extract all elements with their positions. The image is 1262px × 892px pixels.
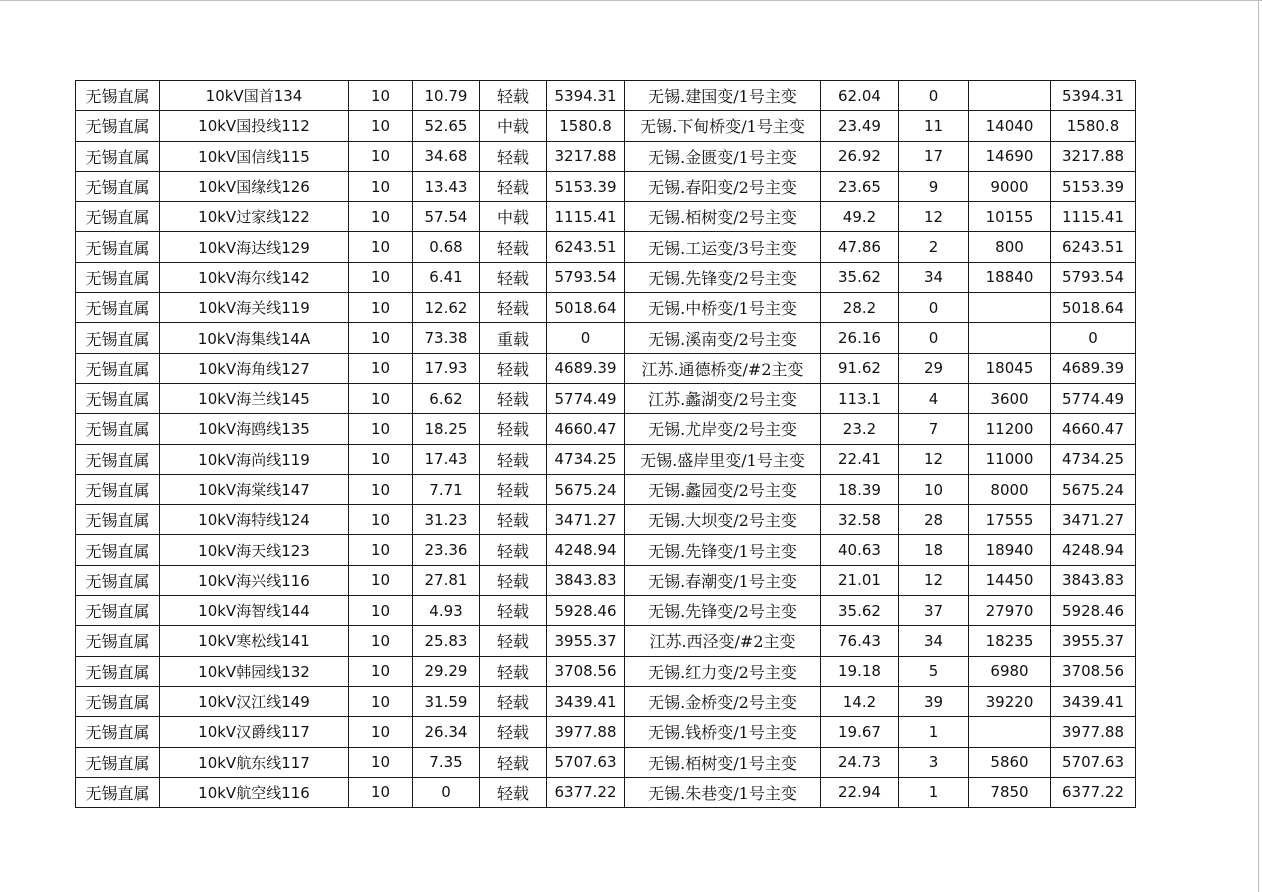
feeder-load-table: [75, 80, 1136, 808]
substation-transformer-cell: 无锡.栢树变/1号主变: [625, 747, 821, 777]
capacity-cell: [969, 293, 1051, 323]
table-row: [76, 262, 1136, 292]
available-capacity-cell: 5394.31: [547, 81, 625, 111]
capacity-cell: [969, 717, 1051, 747]
count-cell: 12: [899, 444, 969, 474]
substation-transformer-cell: 无锡.盛岸里变/1号主变: [625, 444, 821, 474]
capacity-cell: 8000: [969, 474, 1051, 504]
load-rate-cell: 29.29: [413, 656, 480, 686]
region-cell: 无锡直属: [76, 353, 160, 383]
capacity-cell: 3600: [969, 383, 1051, 413]
voltage-cell: 10: [349, 141, 413, 171]
load-level-cell: 轻载: [480, 414, 547, 444]
count-cell: 5: [899, 656, 969, 686]
region-cell: 无锡直属: [76, 414, 160, 444]
capacity-cell: [969, 323, 1051, 353]
substation-transformer-cell: 无锡.溪南变/2号主变: [625, 323, 821, 353]
remaining-capacity-cell: 4248.94: [1051, 535, 1136, 565]
table-row: [76, 293, 1136, 323]
voltage-cell: 10: [349, 293, 413, 323]
remaining-capacity-cell: 4689.39: [1051, 353, 1136, 383]
region-cell: 无锡直属: [76, 505, 160, 535]
available-capacity-cell: 5928.46: [547, 596, 625, 626]
load-rate-cell: 0: [413, 777, 480, 807]
feeder-name-cell: 10kV韩园线132: [160, 656, 349, 686]
substation-transformer-cell: 江苏.通德桥变/#2主变: [625, 353, 821, 383]
region-cell: 无锡直属: [76, 565, 160, 595]
substation-transformer-cell: 无锡.春潮变/1号主变: [625, 565, 821, 595]
remaining-capacity-cell: 5793.54: [1051, 262, 1136, 292]
substation-transformer-cell: 无锡.钱桥变/1号主变: [625, 717, 821, 747]
region-cell: 无锡直属: [76, 262, 160, 292]
region-cell: 无锡直属: [76, 717, 160, 747]
load-level-cell: 轻载: [480, 353, 547, 383]
capacity-cell: 18940: [969, 535, 1051, 565]
feeder-name-cell: 10kV汉江线149: [160, 686, 349, 716]
transformer-load-rate-cell: 22.41: [821, 444, 899, 474]
remaining-capacity-cell: 1580.8: [1051, 111, 1136, 141]
substation-transformer-cell: 无锡.中桥变/1号主变: [625, 293, 821, 323]
count-cell: 7: [899, 414, 969, 444]
transformer-load-rate-cell: 40.63: [821, 535, 899, 565]
transformer-load-rate-cell: 91.62: [821, 353, 899, 383]
capacity-cell: 18045: [969, 353, 1051, 383]
table-row: [76, 717, 1136, 747]
load-level-cell: 重载: [480, 323, 547, 353]
voltage-cell: 10: [349, 565, 413, 595]
feeder-name-cell: 10kV海集线14A: [160, 323, 349, 353]
load-level-cell: 轻载: [480, 171, 547, 201]
page-top-border: [0, 0, 1262, 1]
table-row: [76, 565, 1136, 595]
voltage-cell: 10: [349, 383, 413, 413]
capacity-cell: 6980: [969, 656, 1051, 686]
transformer-load-rate-cell: 35.62: [821, 262, 899, 292]
available-capacity-cell: 4689.39: [547, 353, 625, 383]
load-level-cell: 轻载: [480, 777, 547, 807]
substation-transformer-cell: 无锡.尤岸变/2号主变: [625, 414, 821, 444]
transformer-load-rate-cell: 14.2: [821, 686, 899, 716]
load-level-cell: 中载: [480, 111, 547, 141]
feeder-name-cell: 10kV海鸥线135: [160, 414, 349, 444]
count-cell: 12: [899, 202, 969, 232]
capacity-cell: 17555: [969, 505, 1051, 535]
substation-transformer-cell: 无锡.先锋变/2号主变: [625, 596, 821, 626]
feeder-name-cell: 10kV寒松线141: [160, 626, 349, 656]
count-cell: 4: [899, 383, 969, 413]
table-row: [76, 444, 1136, 474]
transformer-load-rate-cell: 26.16: [821, 323, 899, 353]
load-level-cell: 轻载: [480, 686, 547, 716]
feeder-name-cell: 10kV海达线129: [160, 232, 349, 262]
feeder-name-cell: 10kV国信线115: [160, 141, 349, 171]
substation-transformer-cell: 无锡.建国变/1号主变: [625, 81, 821, 111]
available-capacity-cell: 5793.54: [547, 262, 625, 292]
feeder-name-cell: 10kV海天线123: [160, 535, 349, 565]
region-cell: 无锡直属: [76, 232, 160, 262]
region-cell: 无锡直属: [76, 111, 160, 141]
table-row: [76, 686, 1136, 716]
voltage-cell: 10: [349, 535, 413, 565]
capacity-cell: 39220: [969, 686, 1051, 716]
voltage-cell: 10: [349, 81, 413, 111]
substation-transformer-cell: 无锡.金桥变/2号主变: [625, 686, 821, 716]
region-cell: 无锡直属: [76, 596, 160, 626]
count-cell: 28: [899, 505, 969, 535]
table-row: [76, 414, 1136, 444]
remaining-capacity-cell: 6243.51: [1051, 232, 1136, 262]
feeder-name-cell: 10kV过家线122: [160, 202, 349, 232]
table-row: [76, 777, 1136, 807]
substation-transformer-cell: 无锡.春阳变/2号主变: [625, 171, 821, 201]
load-level-cell: 轻载: [480, 262, 547, 292]
capacity-cell: [969, 81, 1051, 111]
feeder-name-cell: 10kV海智线144: [160, 596, 349, 626]
transformer-load-rate-cell: 22.94: [821, 777, 899, 807]
load-rate-cell: 7.35: [413, 747, 480, 777]
substation-transformer-cell: 江苏.蠡湖变/2号主变: [625, 383, 821, 413]
feeder-name-cell: 10kV海兴线116: [160, 565, 349, 595]
remaining-capacity-cell: 3471.27: [1051, 505, 1136, 535]
feeder-name-cell: 10kV海关线119: [160, 293, 349, 323]
transformer-load-rate-cell: 49.2: [821, 202, 899, 232]
remaining-capacity-cell: 5153.39: [1051, 171, 1136, 201]
transformer-load-rate-cell: 47.86: [821, 232, 899, 262]
region-cell: 无锡直属: [76, 626, 160, 656]
voltage-cell: 10: [349, 717, 413, 747]
load-level-cell: 轻载: [480, 293, 547, 323]
available-capacity-cell: 4248.94: [547, 535, 625, 565]
table-row: [76, 111, 1136, 141]
available-capacity-cell: 3471.27: [547, 505, 625, 535]
remaining-capacity-cell: 0: [1051, 323, 1136, 353]
available-capacity-cell: 4734.25: [547, 444, 625, 474]
region-cell: 无锡直属: [76, 323, 160, 353]
table-body: [76, 81, 1136, 808]
available-capacity-cell: 3977.88: [547, 717, 625, 747]
remaining-capacity-cell: 5018.64: [1051, 293, 1136, 323]
available-capacity-cell: 6243.51: [547, 232, 625, 262]
region-cell: 无锡直属: [76, 444, 160, 474]
load-level-cell: 轻载: [480, 747, 547, 777]
feeder-name-cell: 10kV海尔线142: [160, 262, 349, 292]
table-row: [76, 656, 1136, 686]
load-level-cell: 轻载: [480, 656, 547, 686]
feeder-name-cell: 10kV国首134: [160, 81, 349, 111]
voltage-cell: 10: [349, 626, 413, 656]
load-rate-cell: 10.79: [413, 81, 480, 111]
transformer-load-rate-cell: 62.04: [821, 81, 899, 111]
region-cell: 无锡直属: [76, 293, 160, 323]
region-cell: 无锡直属: [76, 383, 160, 413]
available-capacity-cell: 4660.47: [547, 414, 625, 444]
substation-transformer-cell: 江苏.西泾变/#2主变: [625, 626, 821, 656]
substation-transformer-cell: 无锡.红力变/2号主变: [625, 656, 821, 686]
table-row: [76, 232, 1136, 262]
available-capacity-cell: 5774.49: [547, 383, 625, 413]
load-level-cell: 中载: [480, 202, 547, 232]
table-row: [76, 141, 1136, 171]
voltage-cell: 10: [349, 747, 413, 777]
region-cell: 无锡直属: [76, 474, 160, 504]
count-cell: 34: [899, 626, 969, 656]
load-level-cell: 轻载: [480, 383, 547, 413]
count-cell: 1: [899, 777, 969, 807]
voltage-cell: 10: [349, 323, 413, 353]
count-cell: 0: [899, 323, 969, 353]
capacity-cell: 14690: [969, 141, 1051, 171]
load-rate-cell: 12.62: [413, 293, 480, 323]
load-rate-cell: 13.43: [413, 171, 480, 201]
load-level-cell: 轻载: [480, 565, 547, 595]
region-cell: 无锡直属: [76, 535, 160, 565]
table-row: [76, 596, 1136, 626]
transformer-load-rate-cell: 35.62: [821, 596, 899, 626]
transformer-load-rate-cell: 24.73: [821, 747, 899, 777]
available-capacity-cell: 1115.41: [547, 202, 625, 232]
capacity-cell: 5860: [969, 747, 1051, 777]
table-row: [76, 535, 1136, 565]
load-level-cell: 轻载: [480, 626, 547, 656]
region-cell: 无锡直属: [76, 202, 160, 232]
remaining-capacity-cell: 5774.49: [1051, 383, 1136, 413]
voltage-cell: 10: [349, 111, 413, 141]
count-cell: 0: [899, 81, 969, 111]
transformer-load-rate-cell: 26.92: [821, 141, 899, 171]
load-level-cell: 轻载: [480, 232, 547, 262]
table-row: [76, 323, 1136, 353]
remaining-capacity-cell: 1115.41: [1051, 202, 1136, 232]
capacity-cell: 14040: [969, 111, 1051, 141]
transformer-load-rate-cell: 21.01: [821, 565, 899, 595]
substation-transformer-cell: 无锡.栢树变/2号主变: [625, 202, 821, 232]
voltage-cell: 10: [349, 505, 413, 535]
remaining-capacity-cell: 3843.83: [1051, 565, 1136, 595]
substation-transformer-cell: 无锡.朱巷变/1号主变: [625, 777, 821, 807]
feeder-name-cell: 10kV海角线127: [160, 353, 349, 383]
load-rate-cell: 57.54: [413, 202, 480, 232]
available-capacity-cell: 3439.41: [547, 686, 625, 716]
region-cell: 无锡直属: [76, 686, 160, 716]
load-rate-cell: 31.23: [413, 505, 480, 535]
feeder-name-cell: 10kV海特线124: [160, 505, 349, 535]
remaining-capacity-cell: 5394.31: [1051, 81, 1136, 111]
capacity-cell: 18840: [969, 262, 1051, 292]
voltage-cell: 10: [349, 262, 413, 292]
table-row: [76, 171, 1136, 201]
transformer-load-rate-cell: 113.1: [821, 383, 899, 413]
available-capacity-cell: 3217.88: [547, 141, 625, 171]
transformer-load-rate-cell: 28.2: [821, 293, 899, 323]
transformer-load-rate-cell: 19.18: [821, 656, 899, 686]
capacity-cell: 27970: [969, 596, 1051, 626]
capacity-cell: 11200: [969, 414, 1051, 444]
count-cell: 29: [899, 353, 969, 383]
voltage-cell: 10: [349, 171, 413, 201]
table-row: [76, 383, 1136, 413]
available-capacity-cell: 5707.63: [547, 747, 625, 777]
substation-transformer-cell: 无锡.先锋变/2号主变: [625, 262, 821, 292]
region-cell: 无锡直属: [76, 81, 160, 111]
available-capacity-cell: 3708.56: [547, 656, 625, 686]
voltage-cell: 10: [349, 596, 413, 626]
table-row: [76, 202, 1136, 232]
table-row: [76, 81, 1136, 111]
transformer-load-rate-cell: 23.2: [821, 414, 899, 444]
remaining-capacity-cell: 6377.22: [1051, 777, 1136, 807]
available-capacity-cell: 5018.64: [547, 293, 625, 323]
feeder-name-cell: 10kV航空线116: [160, 777, 349, 807]
capacity-cell: 14450: [969, 565, 1051, 595]
load-level-cell: 轻载: [480, 474, 547, 504]
capacity-cell: 11000: [969, 444, 1051, 474]
capacity-cell: 800: [969, 232, 1051, 262]
remaining-capacity-cell: 3708.56: [1051, 656, 1136, 686]
remaining-capacity-cell: 5928.46: [1051, 596, 1136, 626]
region-cell: 无锡直属: [76, 656, 160, 686]
load-rate-cell: 73.38: [413, 323, 480, 353]
count-cell: 3: [899, 747, 969, 777]
available-capacity-cell: 3843.83: [547, 565, 625, 595]
capacity-cell: 10155: [969, 202, 1051, 232]
remaining-capacity-cell: 4660.47: [1051, 414, 1136, 444]
capacity-cell: 18235: [969, 626, 1051, 656]
substation-transformer-cell: 无锡.先锋变/1号主变: [625, 535, 821, 565]
available-capacity-cell: 3955.37: [547, 626, 625, 656]
remaining-capacity-cell: 3955.37: [1051, 626, 1136, 656]
count-cell: 12: [899, 565, 969, 595]
count-cell: 1: [899, 717, 969, 747]
substation-transformer-cell: 无锡.大坝变/2号主变: [625, 505, 821, 535]
count-cell: 17: [899, 141, 969, 171]
substation-transformer-cell: 无锡.工运变/3号主变: [625, 232, 821, 262]
count-cell: 37: [899, 596, 969, 626]
region-cell: 无锡直属: [76, 747, 160, 777]
transformer-load-rate-cell: 23.49: [821, 111, 899, 141]
load-rate-cell: 27.81: [413, 565, 480, 595]
load-rate-cell: 7.71: [413, 474, 480, 504]
region-cell: 无锡直属: [76, 777, 160, 807]
available-capacity-cell: 5153.39: [547, 171, 625, 201]
available-capacity-cell: 5675.24: [547, 474, 625, 504]
substation-transformer-cell: 无锡.蠡园变/2号主变: [625, 474, 821, 504]
load-rate-cell: 6.62: [413, 383, 480, 413]
load-level-cell: 轻载: [480, 535, 547, 565]
remaining-capacity-cell: 3217.88: [1051, 141, 1136, 171]
load-level-cell: 轻载: [480, 81, 547, 111]
transformer-load-rate-cell: 19.67: [821, 717, 899, 747]
load-rate-cell: 52.65: [413, 111, 480, 141]
remaining-capacity-cell: 4734.25: [1051, 444, 1136, 474]
count-cell: 18: [899, 535, 969, 565]
load-rate-cell: 18.25: [413, 414, 480, 444]
count-cell: 0: [899, 293, 969, 323]
load-level-cell: 轻载: [480, 596, 547, 626]
region-cell: 无锡直属: [76, 171, 160, 201]
load-rate-cell: 31.59: [413, 686, 480, 716]
remaining-capacity-cell: 3977.88: [1051, 717, 1136, 747]
remaining-capacity-cell: 5707.63: [1051, 747, 1136, 777]
load-rate-cell: 6.41: [413, 262, 480, 292]
transformer-load-rate-cell: 32.58: [821, 505, 899, 535]
remaining-capacity-cell: 3439.41: [1051, 686, 1136, 716]
feeder-name-cell: 10kV国投线112: [160, 111, 349, 141]
substation-transformer-cell: 无锡.下甸桥变/1号主变: [625, 111, 821, 141]
voltage-cell: 10: [349, 686, 413, 716]
load-rate-cell: 17.43: [413, 444, 480, 474]
voltage-cell: 10: [349, 777, 413, 807]
table-row: [76, 505, 1136, 535]
table-row: [76, 747, 1136, 777]
feeder-name-cell: 10kV汉爵线117: [160, 717, 349, 747]
voltage-cell: 10: [349, 444, 413, 474]
feeder-name-cell: 10kV海兰线145: [160, 383, 349, 413]
load-rate-cell: 34.68: [413, 141, 480, 171]
load-level-cell: 轻载: [480, 444, 547, 474]
count-cell: 39: [899, 686, 969, 716]
feeder-name-cell: 10kV国缘线126: [160, 171, 349, 201]
load-rate-cell: 4.93: [413, 596, 480, 626]
feeder-name-cell: 10kV海棠线147: [160, 474, 349, 504]
count-cell: 10: [899, 474, 969, 504]
available-capacity-cell: 1580.8: [547, 111, 625, 141]
table-row: [76, 474, 1136, 504]
substation-transformer-cell: 无锡.金匮变/1号主变: [625, 141, 821, 171]
load-level-cell: 轻载: [480, 141, 547, 171]
load-rate-cell: 26.34: [413, 717, 480, 747]
feeder-name-cell: 10kV海尚线119: [160, 444, 349, 474]
feeder-name-cell: 10kV航东线117: [160, 747, 349, 777]
voltage-cell: 10: [349, 474, 413, 504]
transformer-load-rate-cell: 76.43: [821, 626, 899, 656]
voltage-cell: 10: [349, 353, 413, 383]
transformer-load-rate-cell: 18.39: [821, 474, 899, 504]
page-right-border: [1258, 0, 1259, 892]
voltage-cell: 10: [349, 202, 413, 232]
table-row: [76, 626, 1136, 656]
count-cell: 2: [899, 232, 969, 262]
voltage-cell: 10: [349, 656, 413, 686]
capacity-cell: 9000: [969, 171, 1051, 201]
load-rate-cell: 0.68: [413, 232, 480, 262]
count-cell: 9: [899, 171, 969, 201]
load-rate-cell: 23.36: [413, 535, 480, 565]
remaining-capacity-cell: 5675.24: [1051, 474, 1136, 504]
region-cell: 无锡直属: [76, 141, 160, 171]
load-rate-cell: 17.93: [413, 353, 480, 383]
voltage-cell: 10: [349, 414, 413, 444]
voltage-cell: 10: [349, 232, 413, 262]
load-rate-cell: 25.83: [413, 626, 480, 656]
transformer-load-rate-cell: 23.65: [821, 171, 899, 201]
count-cell: 11: [899, 111, 969, 141]
load-level-cell: 轻载: [480, 717, 547, 747]
count-cell: 34: [899, 262, 969, 292]
load-level-cell: 轻载: [480, 505, 547, 535]
capacity-cell: 7850: [969, 777, 1051, 807]
table-row: [76, 353, 1136, 383]
available-capacity-cell: 0: [547, 323, 625, 353]
available-capacity-cell: 6377.22: [547, 777, 625, 807]
